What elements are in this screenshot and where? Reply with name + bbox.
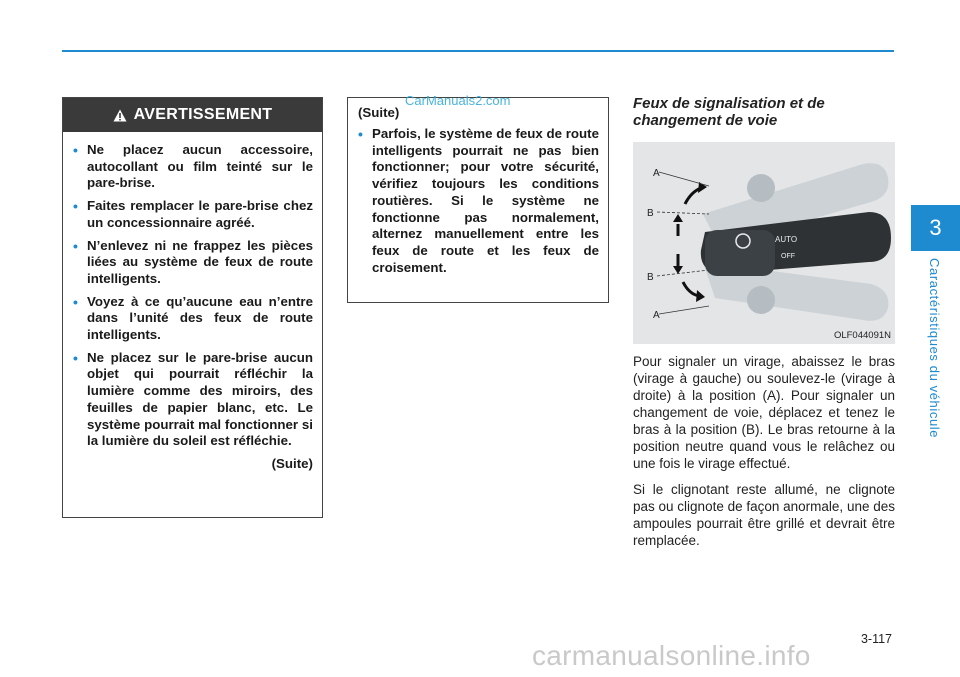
figure-label-b-bottom: B <box>647 272 654 283</box>
warning-item: • Voyez à ce qu’aucune eau n’entre dans l’unité des feux de route intelligents. <box>73 293 313 343</box>
figure-code: OLF044091N <box>833 330 891 341</box>
bullet-icon: • <box>73 349 78 366</box>
bullet-icon: • <box>73 293 78 310</box>
continued-label: (Suite) <box>271 455 313 471</box>
watermark-bottom: carmanualsonline.info <box>532 640 811 671</box>
continued-item: • Parfois, le système de feux de route intelligents pourrait ne pas bien fonctionner; pour votre sécurité, vérifiez toujours les conditions routières. Si le système ne fonctionne pas normalement, alternez manuellement entre les feux de route et les feux de croisement. <box>358 126 599 275</box>
figure-label-a-bottom: A <box>653 310 660 321</box>
watermark-top: CarManuals2.com <box>405 93 511 108</box>
warning-header <box>63 98 322 132</box>
warning-triangle-icon <box>113 109 127 122</box>
paragraph: Pour signaler un virage, abaissez le bras (virage à gauche) ou soulevez-le (virage à droite) à la position (A). Pour signaler un changement de voie, déplacez et tenez le bras à la position (B). Le bras retourne à la position neutre quand vous le relâchez ou une fois le virage effectué. <box>633 354 895 471</box>
svg-text:OFF: OFF <box>781 253 795 260</box>
bullet-icon: • <box>73 142 78 158</box>
turn-signal-figure <box>633 142 895 344</box>
warning-item: • Ne placez aucun accessoire, autocollant ou film teinté sur le pare-brise. <box>73 142 313 191</box>
chapter-title: Caractéristiques du véhicule <box>927 258 942 439</box>
warning-box <box>62 97 323 518</box>
section-body <box>633 353 895 558</box>
paragraph: Si le clignotant reste allumé, ne clignote pas ou clignote de façon anormale, une des ampoules pourrait être grillé et devrait être remplacée. <box>633 482 895 548</box>
warning-list <box>63 132 322 450</box>
figure-label-a-top: A <box>653 168 660 179</box>
warning-item: • Ne placez sur le pare-brise aucun objet qui pourrait réfléchir la lumière comme des miroirs, des feuilles de papier blanc, etc. Le système pourrait mal fonctionner si la lumière du soleil est réfléchie. <box>73 349 313 449</box>
bullet-icon: • <box>73 237 78 254</box>
warning-title: AVERTISSEMENT <box>133 106 273 123</box>
chapter-number: 3 <box>929 215 942 240</box>
bullet-icon: • <box>358 126 363 142</box>
warning-item: • N’enlevez ni ne frappez les pièces liées au système de feux de route intelligents. <box>73 237 313 286</box>
page-number: 3-117 <box>860 632 892 646</box>
svg-text:AUTO: AUTO <box>775 235 798 244</box>
figure-label-b-top: B <box>647 208 654 219</box>
continued-title: (Suite) <box>358 105 400 120</box>
bullet-icon: • <box>73 198 78 215</box>
continued-box <box>347 97 609 303</box>
section-heading: Feux de signalisation et de changement de voie <box>633 95 825 129</box>
turn-signal-lever-illustration <box>633 142 895 344</box>
warning-item: • Faites remplacer le pare-brise chez un concessionnaire agréé. <box>73 198 313 230</box>
chapter-tab <box>911 205 960 251</box>
top-rule <box>62 50 894 52</box>
continued-list <box>358 126 599 276</box>
